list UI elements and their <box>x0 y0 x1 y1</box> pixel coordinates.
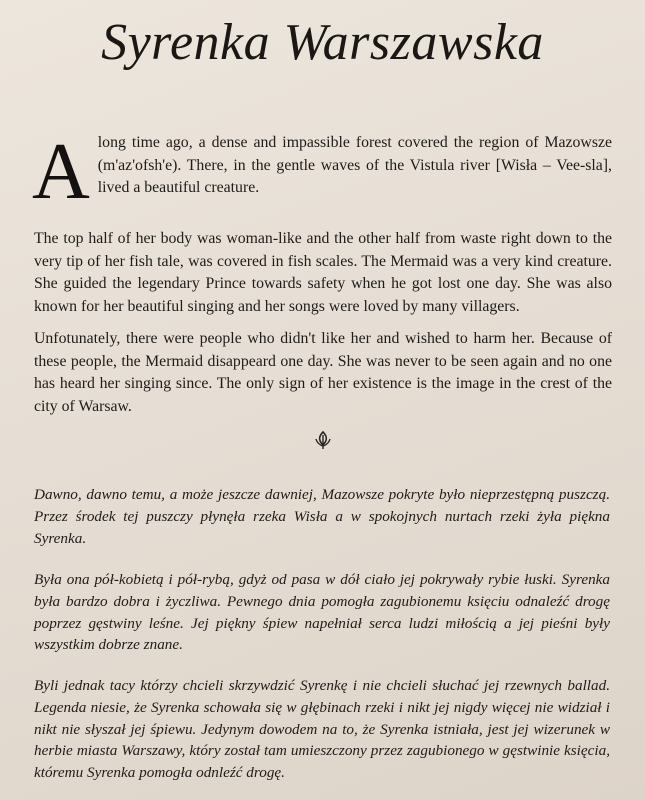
polish-paragraph-2: Była ona pół-kobietą i pół-rybą, gdyż od pasa w dół ciało jej pokrywały rybie łuski. Syrenka była bardzo dobra i życzliwa. Pewnego dnia pomogła zagubionemu księciu odnaleźć drogę poprzez gęstwiny leśne. Jej piękny śpiew napełniał serca ludzi miłością a jej pieśni były wszystkim dobrze znane. <box>34 571 610 654</box>
english-paragraph-1-text: long time ago, a dense and impassible forest covered the region of Mazowsze (m'az'ofsh'e). There, in the gentle waves of the Vistula river [Wisła – Vee-sla], lived a beautiful creature. <box>97 134 612 196</box>
polish-paragraph-1: Dawno, dawno temu, a może jeszcze dawniej, Mazowsze pokryte było nieprzestępną puszczą. Przez środek tej puszczy płynęła rzeka Wisła a w spokojnych nurtach rzeki żyła piękna Syrenka. <box>34 486 610 547</box>
english-paragraph-2: The top half of her body was woman-like and the other half from waste right down to the very tip of her fish tale, was covered in fish scales. The Mermaid was a very kind creature. She guided the legendary Prince towards safety when he got lost one day. She was also known for her beautiful singing and her songs were loved by many villagers. <box>34 230 612 315</box>
leaf-ornament-icon <box>313 433 333 455</box>
page-title: Syrenka Warszawska <box>101 14 544 71</box>
polish-paragraph-3: Byli jednak tacy którzy chcieli skrzywdzić Syrenkę i nie chcieli słuchać jej rzewnych ballad. Legenda niesie, że Syrenka schowała się w głębinach rzeki i nikt jej nigdy więcej nie widział i nikt nie słyszał jej śpiewu. Jedynym dowodem na to, że Syrenka istniała, jest jej wizerunek w herbie miasta Warszawy, który został tam umieszczony przez zagubionego w gęstwinie księcia, któremu Syrenka pomogła odnleźć drogę. <box>34 677 610 782</box>
drop-cap: A <box>32 128 90 216</box>
english-paragraph-3: Unfotunately, there were people who didn't like her and wished to harm her. Because of these people, the Mermaid disappeard one day. She was never to be seen again and no one has heard her singing since. The only sign of her existence is the image in the crest of the city of Warsaw. <box>34 330 612 415</box>
english-paragraph-1 <box>32 128 612 216</box>
section-divider <box>0 430 645 456</box>
